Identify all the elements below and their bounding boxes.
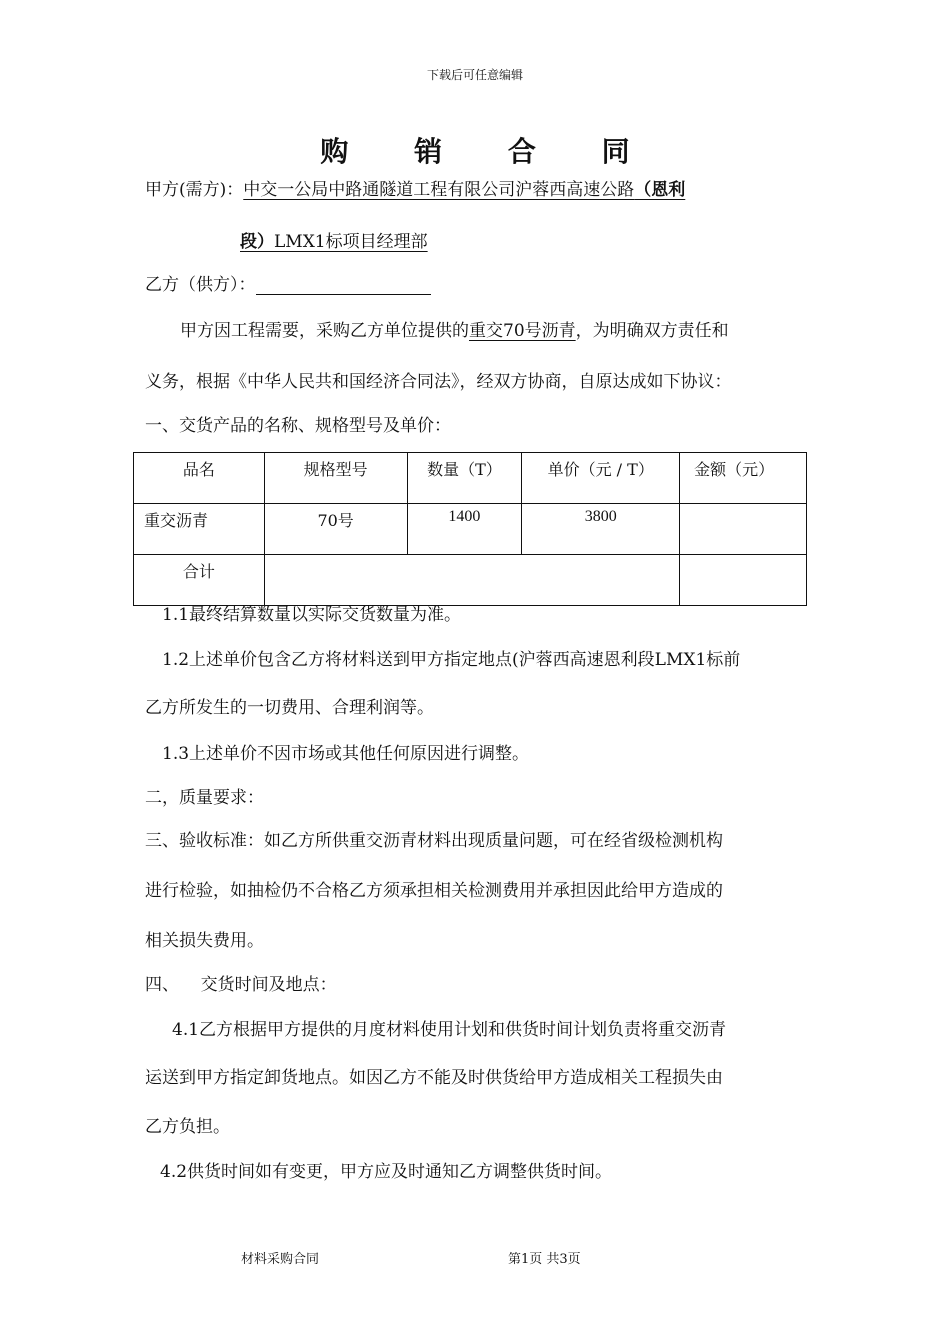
header-cell: 规格型号 [264, 453, 407, 504]
section-3-line2: 进行检验，如抽检仍不合格乙方须承担相关检测费用并承担因此给甲方造成的 [145, 881, 723, 901]
clause-4-1-cont2: 乙方负担。 [145, 1117, 230, 1137]
party-a-name-cont: 段）LMX1标项目经理部 [240, 232, 428, 252]
table-row [134, 504, 807, 555]
party-a-label: 甲方(需方)： [145, 180, 244, 200]
header-cell: 单价（元 / T） [522, 453, 680, 504]
table-cell: 70号 [264, 504, 407, 555]
goods-table [133, 452, 807, 606]
clause-1-3: 1.3上述单价不因市场或其他任何原因进行调整。 [162, 744, 530, 764]
clause-1-2: 1.2上述单价包含乙方将材料送到甲方指定地点(沪蓉西高速恩利段LMX1标前 [162, 650, 741, 670]
section-1-heading: 一、交货产品的名称、规格型号及单价： [145, 416, 451, 436]
section-3-line1: 三、验收标准：如乙方所供重交沥青材料出现质量问题，可在经省级检测机构 [145, 831, 723, 851]
clause-1-1: 1.1最终结算数量以实际交货数量为准。 [162, 605, 462, 625]
header-cell: 金额（元） [680, 453, 807, 504]
party-a-line1 [145, 175, 685, 200]
party-a-name: 中交一公局中路通隧道工程有限公司沪蓉西高速公路（恩利 [243, 180, 686, 200]
party-b-line [145, 270, 431, 295]
intro-line1: 甲方因工程需要，采购乙方单位提供的重交70号沥青，为明确双方责任和 [180, 321, 729, 341]
table-cell: 重交沥青 [134, 504, 265, 555]
section-3-line3: 相关损失费用。 [145, 931, 264, 951]
table-total-row [134, 555, 807, 606]
header-note: 下载后可任意编辑 [426, 68, 523, 82]
clause-4-1: 4.1乙方根据甲方提供的月度材料使用计划和供货时间计划负责将重交沥青 [172, 1020, 727, 1040]
header-cell: 品名 [134, 453, 265, 504]
document-title: 购 销 合 同 [320, 135, 658, 168]
product-name: 重交70号沥青 [469, 321, 576, 341]
footer-doc-name: 材料采购合同 [241, 1252, 320, 1267]
section-2-heading: 二，质量要求： [145, 788, 264, 808]
party-b-blank [256, 276, 431, 295]
table-cell: 1400 [407, 504, 522, 555]
intro-line2: 义务，根据《中华人民共和国经济合同法》，经双方协商，自原达成如下协议： [145, 372, 732, 392]
total-amount-cell [680, 555, 807, 606]
clause-1-2-cont: 乙方所发生的一切费用、合理利润等。 [145, 698, 434, 718]
total-label: 合计 [134, 555, 265, 606]
header-cell: 数量（T） [407, 453, 522, 504]
party-a-line2 [240, 227, 428, 252]
total-merged-cell [264, 555, 679, 606]
table-cell [680, 504, 807, 555]
section-4-heading: 四、 交货时间及地点： [145, 975, 337, 995]
clause-4-1-cont1: 运送到甲方指定卸货地点。如因乙方不能及时供货给甲方造成相关工程损失由 [145, 1068, 723, 1088]
table-header-row [134, 453, 807, 504]
footer-page-number: 第1页 共3页 [508, 1252, 581, 1267]
party-b-label: 乙方（供方）： [145, 275, 256, 295]
clause-4-2: 4.2供货时间如有变更，甲方应及时通知乙方调整供货时间。 [160, 1162, 613, 1182]
table-cell: 3800 [522, 504, 680, 555]
